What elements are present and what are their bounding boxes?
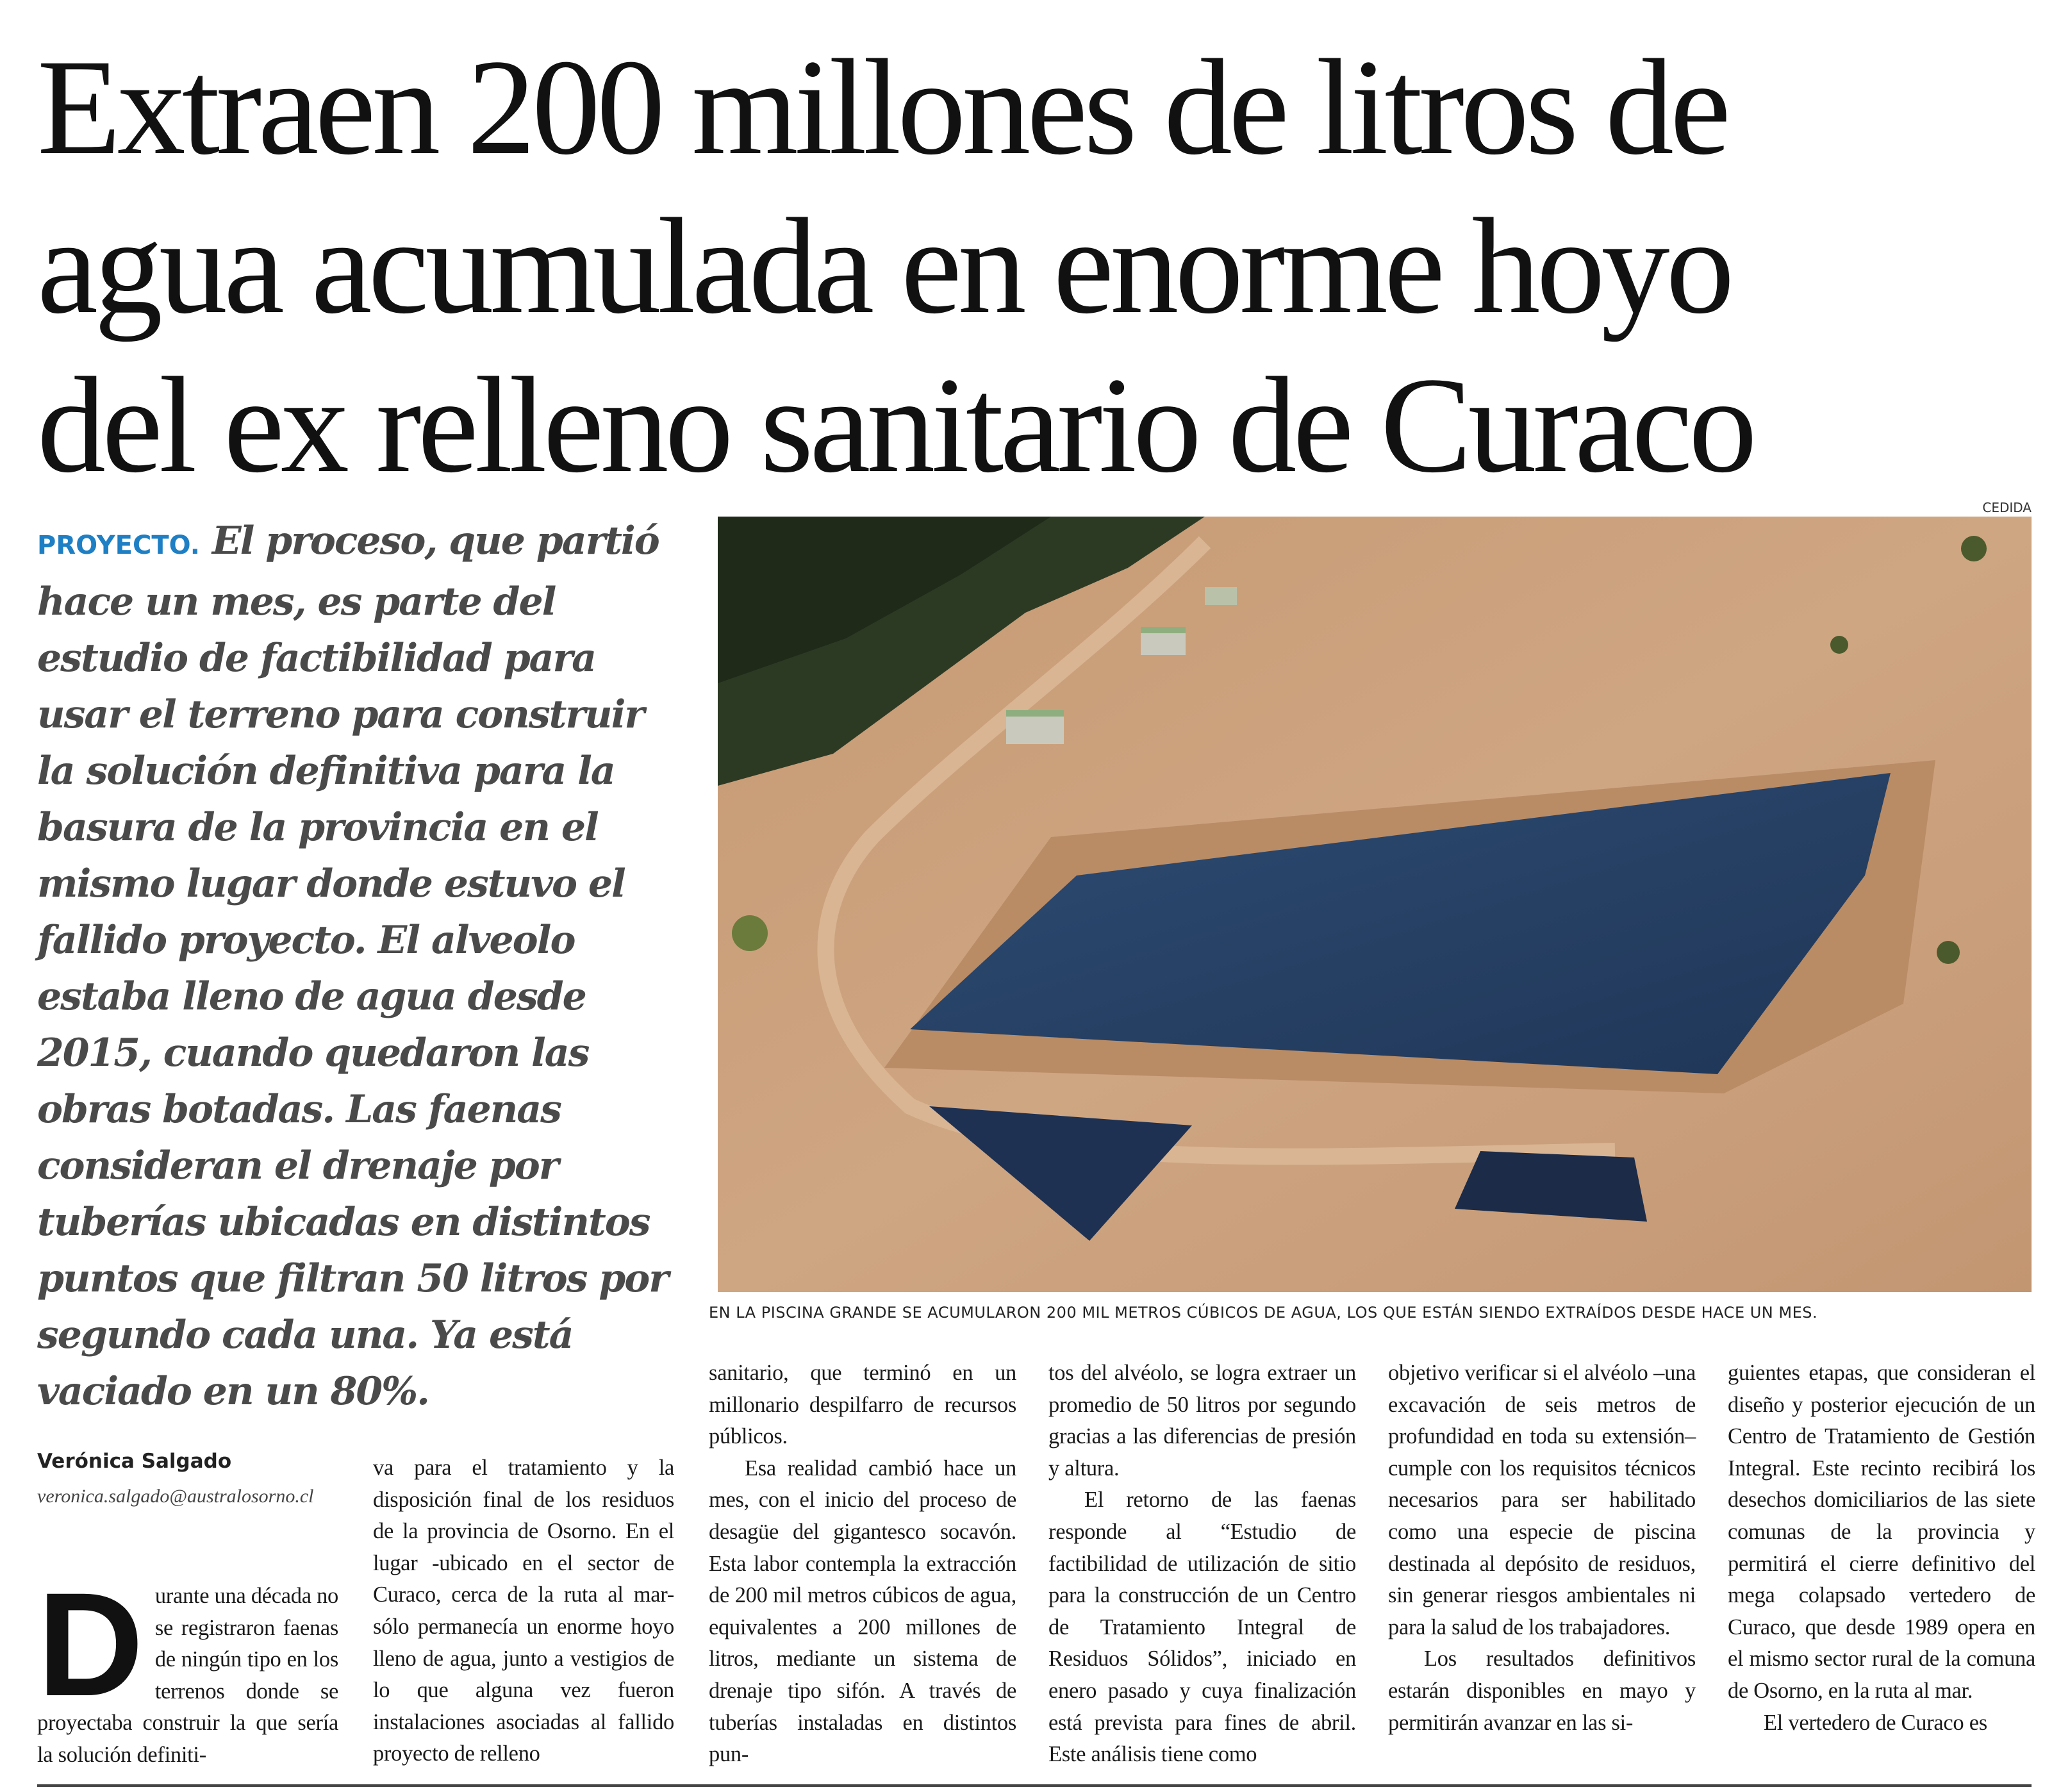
lead-paragraph — [37, 513, 678, 1420]
body-paragraph: El retorno de las faenas responde al “Estudio de factibilidad de utilización de sitio para la construcción de un Centro de Tratamiento Integral de Residuos Sólidos”, iniciado en enero pasado y cuya finalización está prevista para fines de abril. Este análisis tiene como — [1048, 1488, 1356, 1767]
body-column-5 — [1388, 1357, 1696, 1739]
body-column-6 — [1728, 1357, 2035, 1739]
body-paragraph: sanitario, que terminó en un millonario despilfarro de recursos públicos. — [709, 1361, 1016, 1449]
lead-text: El proceso, que partió hace un mes, es parte del estudio de factibilidad para usar el terreno para construir la solución definitiva para la basura de la provincia en el mismo lugar donde estuvo el fallido proyecto. El alveolo estaba lleno de agua desde 2015, cuando quedaron las obras botadas. Las faenas consideran el drenaje por tuberías ubicadas en distintos puntos que filtran 50 litros por segundo cada una. Ya está vaciado en un 80%. — [37, 519, 668, 1414]
body-paragraph: Los resultados definitivos estarán disponibles en mayo y permitirán avanzar en las si- — [1388, 1647, 1696, 1735]
body-paragraph: objetivo verificar si el alvéolo –una excavación de seis metros de profundidad en toda su extensión– cumple con los requisitos técnicos necesarios para ser habilitado como una especie de piscina destinada al depósito de residuos, sin generar riesgos ambientales ni para la salud de los trabajadores. — [1388, 1361, 1696, 1639]
byline-author: Verónica Salgado — [37, 1450, 232, 1473]
photo-caption: EN LA PISCINA GRANDE SE ACUMULARON 200 MIL METROS CÚBICOS DE AGUA, LOS QUE ESTÁN SIENDO EXTRAÍDOS DESDE HACE UN MES. — [709, 1304, 1818, 1322]
lead-kicker: PROYECTO. — [37, 531, 200, 560]
body-paragraph: va para el tratamiento y la disposición final de los residuos de la provincia de Osorno. En el lugar -ubicado en el sector de Curaco, cerca de la ruta al mar- sólo permanecía un enorme hoyo lleno de agua, junto a vestigios de lo que alguna vez fueron instalaciones asociadas al fallido proyecto de relleno — [373, 1456, 674, 1766]
bottom-rule — [37, 1784, 2032, 1787]
byline-email: veronica.salgado@australosorno.cl — [37, 1486, 314, 1507]
body-paragraph: El vertedero de Curaco es — [1764, 1710, 1987, 1735]
headline-line-3: del ex relleno sanitario de Curaco — [37, 349, 1753, 501]
body-column-2 — [373, 1452, 674, 1770]
body-paragraph: tos del alvéolo, se logra extraer un promedio de 50 litros por segundo gracias a las diferencias de presión y altura. — [1048, 1361, 1356, 1481]
headline — [37, 28, 2037, 505]
body-paragraph: Esa realidad cambió hace un mes, con el inicio del proceso de desagüe del gigantesco socavón. Esta labor contempla la extracción de 200 mil metros cúbicos de agua, equivalentes a 200 millones de litros, mediante un sistema de drenaje tipo sifón. A través de tuberías instaladas en distintos pun- — [709, 1456, 1016, 1767]
body-paragraph: urante una década no se registraron faenas de ningún tipo en los terrenos donde se proyectaba construir la que sería la solución definiti- — [37, 1584, 338, 1767]
body-column-3 — [709, 1357, 1016, 1771]
body-column-4 — [1048, 1357, 1356, 1771]
photo-credit: CEDIDA — [1982, 500, 2032, 515]
dropcap: D — [37, 1562, 144, 1727]
body-paragraph: guientes etapas, que consideran el diseño y posterior ejecución de un Centro de Tratamiento de Gestión Integral. Este recinto recibirá los desechos domiciliarios de las siete comunas de la provincia y permitirá el cierre definitivo del mega colapsado vertedero de Curaco, que desde 1989 opera en el mismo sector rural de la comuna de Osorno, en la ruta al mar. — [1728, 1361, 2035, 1703]
headline-line-2: agua acumulada en enorme hoyo — [37, 190, 1731, 342]
headline-line-1: Extraen 200 millones de litros de — [37, 31, 1727, 183]
article-photo — [718, 517, 2032, 1292]
body-column-1 — [37, 1562, 338, 1771]
